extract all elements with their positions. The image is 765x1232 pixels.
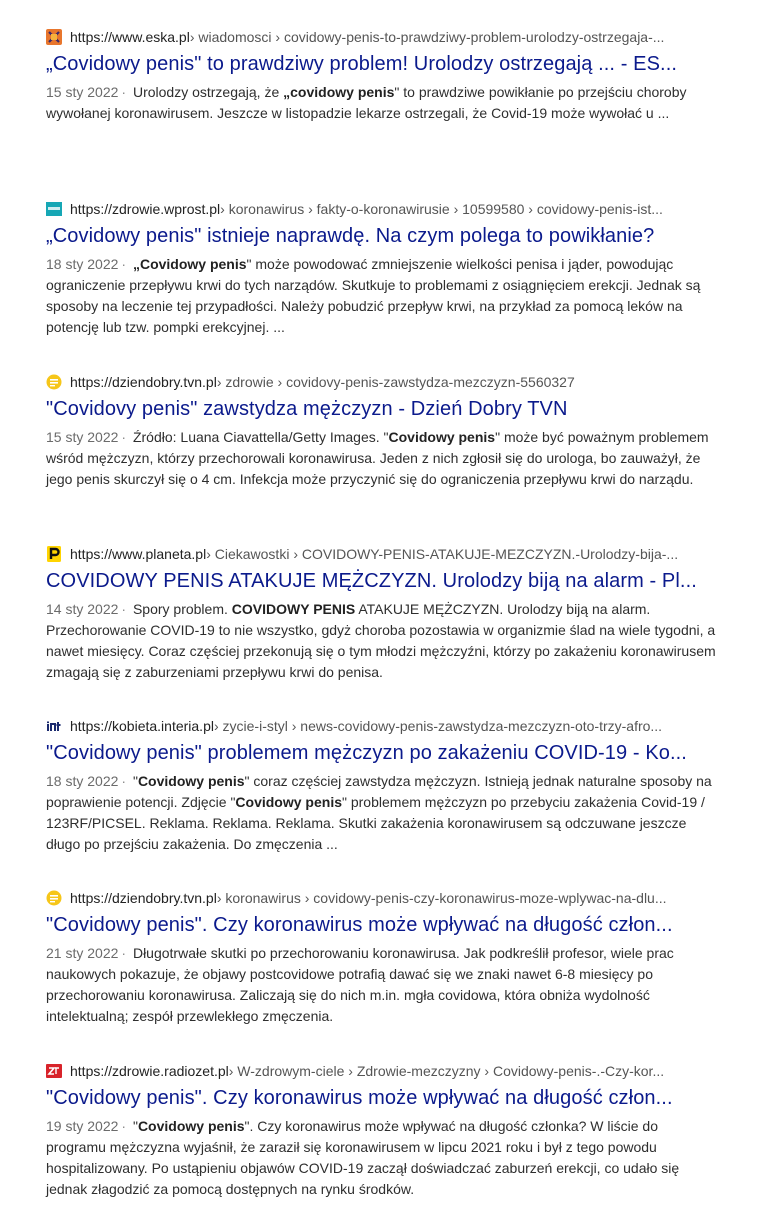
result-url[interactable] (46, 715, 716, 737)
planeta-favicon-icon (46, 546, 62, 562)
result-snippet (46, 82, 716, 124)
result-host: https://www.planeta.pl (70, 545, 207, 562)
dziendobry-favicon-icon (46, 890, 62, 906)
result-title-link[interactable]: „Covidowy penis" istnieje naprawdę. Na czym polega to powikłanie? (46, 225, 655, 248)
result-snippet (46, 427, 716, 490)
separator-dot: · (121, 84, 127, 100)
separator-dot: · (121, 256, 127, 273)
snippet-text: ". Czy koronawirus może wpływać na długość członka? W liście do programu mężczyzna wyjaśnił, że zaraził się koronawirusem w lipcu 2021 roku i był z tego powodu hospitalizowany. Po ustąpieniu objawów COVID-19 zaczął doświadczać zaburzeń erekcji, co udało się jednak złagodzić za pomocą dostępnych na rynku środków. (46, 1117, 680, 1197)
snippet-text: ATAKUJE MĘŻCZYZN. Urolodzy biją na alarm. Przechorowanie COVID-19 to nie wszystko, gdyż choroba pozostawia w organizmie ślad na wiele tygodni, a nawet miesięcy. Coraz częściej przekonują się o tym młodzi mężczyźni, którzy po zakażeniu koronawirusem zmagają się z zaburzeniami przepływu krwi do penisa. (46, 600, 716, 680)
result-snippet (46, 1116, 716, 1200)
search-result (46, 26, 716, 198)
wprost-favicon-icon (46, 201, 62, 217)
result-title-link[interactable]: "Covidowy penis". Czy koronawirus może wpływać na długość człon... (46, 1086, 673, 1109)
result-url[interactable] (46, 887, 716, 909)
snippet-highlight: Covidowy penis (388, 428, 496, 445)
result-host: https://dziendobry.tvn.pl (70, 373, 217, 390)
result-host: https://zdrowie.radiozet.pl (70, 1062, 229, 1079)
snippet-text: " może powodować zmniejszenie wielkości penisa i jąder, powodując ograniczenie przepływu krwi do tych narządów. Skutkuje to problemami z osiągnięciem erekcji. Jednak są sposoby na leczenie tej przypadłości. Należy pobudzić przepływ krwi, na przykład za pomocą leków na potencję lub tzw. pompki erekcyjnej. ... (46, 256, 701, 336)
result-title-link[interactable]: COVIDOWY PENIS ATAKUJE MĘŻCZYZN. Urolodzy biją na alarm - Pl... (46, 569, 697, 592)
snippet-highlight: COVIDOWY PENIS (231, 600, 356, 617)
result-url[interactable] (46, 198, 716, 220)
result-url[interactable] (46, 543, 716, 565)
snippet-highlight: Covidowy penis (137, 1117, 245, 1134)
search-result (46, 543, 716, 715)
separator-dot: · (121, 945, 127, 962)
search-result (46, 198, 716, 370)
result-date: 14 sty 2022 (46, 600, 119, 617)
result-host: https://www.eska.pl (70, 29, 190, 45)
search-result (46, 1060, 716, 1232)
snippet-text: Długotrwałe skutki po przechorowaniu koronawirusa. Jak podkreślił profesor, wiele prac naukowych pokazuje, że objawy postcovidowe potrafią dawać się we znaki nawet 6-8 miesięcy po przechorowaniu koronawirusa. Zaliczają się do nich m.in. mgła covidowa, która obniża wydolność intelektualną; zespół przewlekłego zmęczenia. (46, 945, 674, 1025)
separator-dot: · (121, 1117, 127, 1134)
result-url[interactable] (46, 1060, 716, 1082)
dziendobry-favicon-icon (46, 374, 62, 390)
result-url[interactable] (46, 371, 716, 393)
result-url[interactable] (46, 26, 716, 48)
snippet-text: " coraz częściej zawstydza mężczyzn. Istnieją jednak naturalne sposoby na poprawienie potencji. Zdjęcie " (46, 773, 712, 811)
snippet-text: " to prawdziwe powikłanie po przejściu choroby wywołanej koronawirusem. Jeszcze w listopadzie lekarze ostrzegali, że Covid-19 może wywołać u ... (46, 84, 687, 121)
result-path: › Ciekawostki › COVIDOWY-PENIS-ATAKUJE-MEZCZYZN.-Urolodzy-bija-... (206, 545, 679, 562)
search-result (46, 715, 716, 887)
result-path: › koronawirus › covidowy-penis-czy-koronawirus-moze-wplywac-na-dlu... (216, 890, 667, 907)
result-host: https://kobieta.interia.pl (70, 718, 214, 735)
snippet-text: " (132, 1117, 138, 1134)
result-path: › W-zdrowym-ciele › Zdrowie-mezczyzny › Covidowy-penis-.-Czy-kor... (228, 1062, 665, 1079)
separator-dot: · (121, 773, 127, 790)
result-snippet (46, 771, 716, 855)
result-title-link[interactable]: "Covidowy penis". Czy koronawirus może wpływać na długość człon... (46, 914, 673, 937)
result-date: 19 sty 2022 (46, 1117, 119, 1134)
result-date: 15 sty 2022 (46, 84, 119, 100)
snippet-highlight: „covidowy penis (283, 84, 395, 100)
separator-dot: · (121, 600, 127, 617)
result-date: 21 sty 2022 (46, 945, 119, 962)
result-title-link[interactable]: "Covidowy penis" problemem mężczyzn po zakażeniu COVID-19 - Ko... (46, 742, 687, 765)
result-path: › koronawirus › fakty-o-koronawirusie › 10599580 › covidowy-penis-ist... (220, 201, 663, 218)
snippet-highlight: Covidowy penis (139, 256, 247, 273)
result-path: › zycie-i-styl › news-covidowy-penis-zawstydza-mezczyzn-oto-trzy-afro... (213, 718, 663, 735)
snippet-text: Spory problem. (132, 600, 232, 617)
result-snippet (46, 943, 716, 1027)
snippet-text: Urolodzy ostrzegają, że (132, 84, 284, 100)
interia-favicon-icon (46, 718, 62, 734)
result-host: https://dziendobry.tvn.pl (70, 890, 217, 907)
result-path: › wiadomosci › covidowy-penis-to-prawdziwy-problem-urolodzy-ostrzegaja-... (189, 29, 665, 45)
result-date: 18 sty 2022 (46, 256, 119, 273)
radiozet-favicon-icon (46, 1063, 62, 1079)
separator-dot: · (121, 428, 127, 445)
result-host: https://zdrowie.wprost.pl (70, 201, 221, 218)
eska-favicon-icon (46, 29, 62, 45)
snippet-highlight: Covidowy penis (235, 794, 342, 811)
snippet-highlight: „ (132, 256, 140, 273)
snippet-text: " (132, 773, 138, 790)
snippet-text: " problemem mężczyzn po przebyciu zakażenia Covid-19 / 123RF/PICSEL. Reklama. Reklama. Reklama. Skutki zakażenia koronawirusem są odczuwane jeszcze długo po przejściu zakażenia. Do zmęczenia ... (46, 794, 705, 853)
result-path: › zdrowie › covidovy-penis-zawstydza-mezczyzn-5560327 (216, 373, 575, 390)
result-snippet (46, 599, 716, 683)
snippet-text: Źródło: Luana Ciavattella/Getty Images. " (132, 428, 389, 445)
snippet-text: " może być poważnym problemem wśród mężczyzn, którzy przechorowali koronawirusa. Jeden z nich zgłosił się do urologa, bo zauważył, że jego penis skurczył się o 4 cm. Infekcja może przyczynić się do ograniczenia przepływu krwi do narządu. (46, 428, 709, 487)
search-result (46, 371, 716, 543)
result-date: 18 sty 2022 (46, 773, 119, 790)
snippet-highlight: Covidowy penis (137, 773, 245, 790)
result-date: 15 sty 2022 (46, 428, 119, 445)
result-title-link[interactable]: "Covidovy penis" zawstydza mężczyzn - Dzień Dobry TVN (46, 397, 568, 420)
result-title-link[interactable]: „Covidowy penis" to prawdziwy problem! Urolodzy ostrzegają ... - ES... (46, 53, 678, 75)
search-result (46, 887, 716, 1059)
result-snippet (46, 254, 716, 338)
